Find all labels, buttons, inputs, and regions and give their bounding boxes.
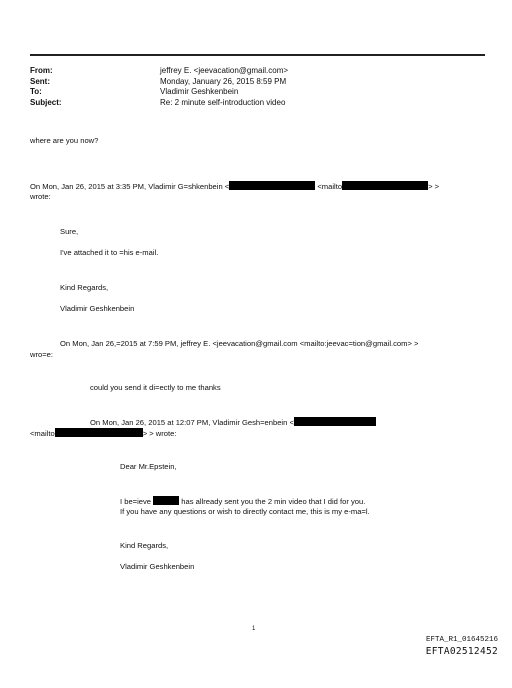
- body-regards-2: Kind Regards,: [120, 541, 169, 550]
- body-line-where: where are you now?: [30, 136, 99, 145]
- page-number: 1: [252, 626, 256, 632]
- sent-label: Sent:: [30, 76, 50, 86]
- quote3-text: On Mon, Jan 26, 2015 at 12:07 PM, Vladimir Gesh=enbein <: [90, 418, 294, 427]
- email-header: [30, 66, 288, 108]
- redaction-box: [229, 181, 315, 190]
- quote1-close: > >: [428, 182, 440, 191]
- sent-value: Monday, January 26, 2015 8:59 PM: [160, 76, 287, 86]
- quote1-text: On Mon, Jan 26, 2015 at 3:35 PM, Vladimir G=shkenbein <: [30, 182, 230, 191]
- believe-text-a: I be=ieve: [120, 497, 152, 506]
- quote1-wrote: wrote:: [30, 192, 51, 201]
- body-name-2: Vladimir Geshkenbein: [120, 562, 195, 571]
- redaction-box: [342, 181, 428, 190]
- bates-number-2: EFTA02512452: [425, 646, 498, 657]
- body-ifyou: If you have any questions or wish to directly contact me, this is my e-ma=l.: [120, 507, 370, 516]
- quote3-header: [90, 417, 376, 428]
- body-name-1: Vladimir Geshkenbein: [60, 304, 135, 313]
- to-label: To:: [30, 87, 42, 96]
- redaction-box: [55, 428, 143, 437]
- subject-label: Subject:: [30, 97, 62, 107]
- subject-value: Re: 2 minute self-introduction video: [160, 97, 286, 107]
- quote2-header: On Mon, Jan 26,=2015 at 7:59 PM, jeffrey E. <jeevacation@gmail.com <mailto:jeevac=tion@gmail.com> >: [60, 339, 419, 348]
- quote2-wrote: wro=e:: [30, 350, 54, 359]
- body-dear: Dear Mr.Epstein,: [120, 462, 177, 471]
- quote3-mailto: <mailto: [30, 429, 55, 438]
- from-label: From:: [30, 66, 53, 75]
- body-sure: Sure,: [60, 227, 79, 236]
- quote1-header: [30, 181, 439, 192]
- redaction-box: [153, 496, 179, 505]
- header-rule: [30, 54, 485, 56]
- body-believe: [120, 496, 365, 507]
- from-value: jeffrey E. <jeevacation@gmail.com>: [160, 66, 289, 75]
- quote1-mailto: <mailto: [317, 182, 343, 191]
- body-attached: I've attached it to =his e-mail.: [60, 248, 159, 257]
- redaction-box: [294, 417, 376, 426]
- body-could: could you send it di=ectly to me thanks: [90, 383, 221, 392]
- body-regards-1: Kind Regards,: [60, 283, 109, 292]
- quote3-mailto-line: [30, 428, 176, 439]
- quote3-wrote: > > wrote:: [142, 429, 177, 438]
- bates-number-1: EFTA_R1_01645216: [425, 636, 498, 644]
- believe-text-b: has allready sent you the 2 min video that I did for you.: [181, 497, 366, 506]
- to-value: Vladimir Geshkenbein: [160, 87, 239, 96]
